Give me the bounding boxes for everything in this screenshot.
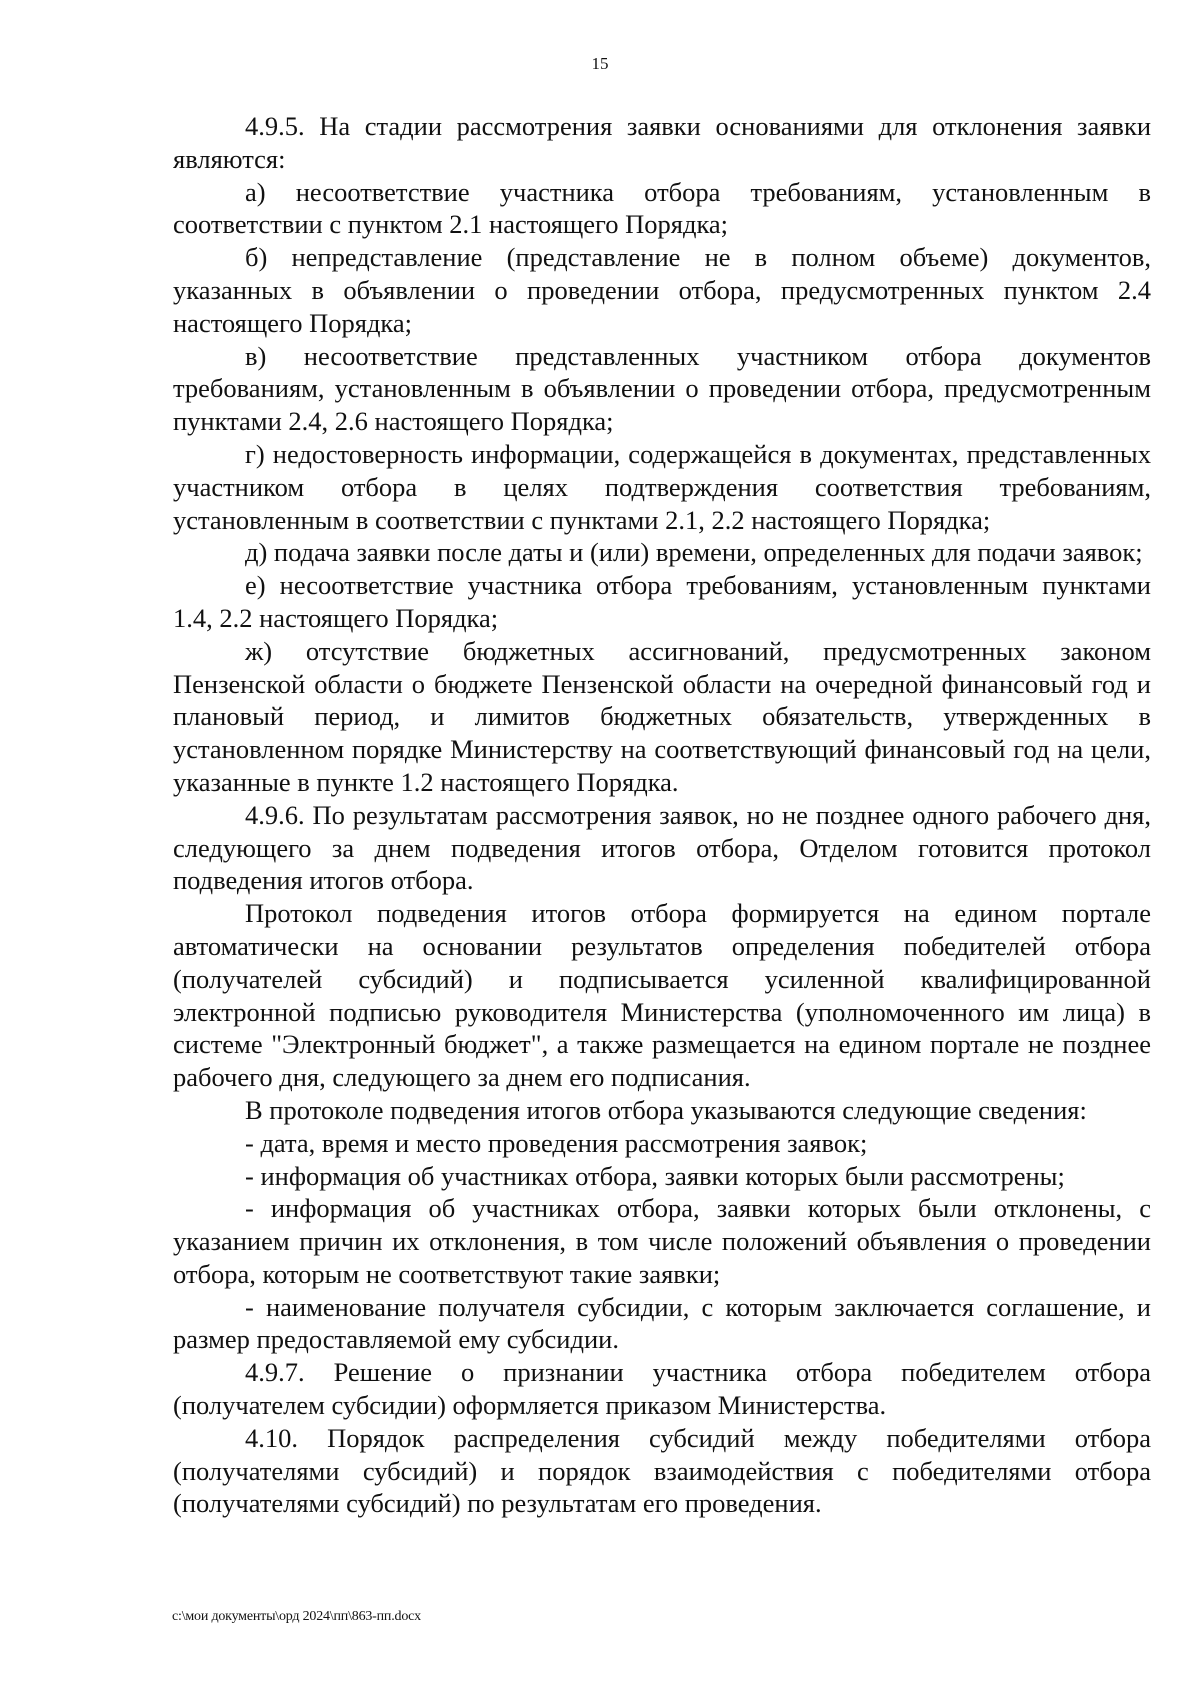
footer-file-path: c:\мои документы\орд 2024\пп\863-пп.docx: [172, 1609, 421, 1624]
bullet-item-rejected: - информация об участниках отбора, заявки которых были отклонены, с указанием причин их отклонения, в том числе положений объявления о проведении отбора, которым не соответствуют такие заявки;: [173, 1193, 1151, 1289]
paragraph-protocol: Протокол подведения итогов отбора формируется на едином портале автоматически на основании результатов определения победителей отбора (получателей субсидий) и подписывается усиленной квалифицированной электронной подписью руководителя Министерства (уполномоченного им лица) в системе "Электронный бюджет", а также размещается на едином портале не позднее рабочего дня, следующего за днем его подписания.: [173, 898, 1151, 1093]
list-item-d: д) подача заявки после даты и (или) времени, определенных для подачи заявок;: [245, 537, 1143, 568]
document-body: [173, 110, 1151, 1520]
bullet-item-date: - дата, время и место проведения рассмотрения заявок;: [245, 1127, 868, 1158]
page-number: 15: [591, 54, 609, 73]
list-item-a: а) несоответствие участника отбора требованиям, установленным в соответствии с пунктом 2.1 настоящего Порядка;: [173, 176, 1151, 240]
paragraph-protocol-contents: В протоколе подведения итогов отбора указываются следующие сведения:: [245, 1094, 1087, 1125]
list-item-b: б) непредставление (представление не в полном объеме) документов, указанных в объявлении о проведении отбора, предусмотренных пунктом 2.4 настоящего Порядка;: [173, 242, 1151, 338]
bullet-item-reviewed: - информация об участниках отбора, заявки которых были рассмотрены;: [245, 1160, 1065, 1191]
paragraph-4-9-6: 4.9.6. По результатам рассмотрения заявок, но не позднее одного рабочего дня, следующего за днем подведения итогов отбора, Отделом готовится протокол подведения итогов отбора.: [173, 799, 1151, 896]
list-item-zh: ж) отсутствие бюджетных ассигнований, предусмотренных законом Пензенской области о бюджете Пензенской области на очередной финансовый год и плановый период, и лимитов бюджетных обязательств, утвержденных в установленном порядке Министерству на соответствующий финансовый год на цели, указанные в пункте 1.2 настоящего Порядка.: [173, 635, 1151, 797]
list-item-v: в) несоответствие представленных участником отбора документов требованиям, установленным в объявлении о проведении отбора, предусмотренным пунктами 2.4, 2.6 настоящего Порядка;: [173, 340, 1151, 437]
paragraph-4-9-5: 4.9.5. На стадии рассмотрения заявки основаниями для отклонения заявки являются:: [173, 111, 1151, 174]
paragraph-4-10: 4.10. Порядок распределения субсидий между победителями отбора (получателями субсидий) и порядок взаимодействия с победителями отбора (получателями субсидий) по результатам его проведения.: [173, 1422, 1151, 1519]
list-item-g: г) недостоверность информации, содержащейся в документах, представленных участником отбора в целях подтверждения соответствия требованиям, установленным в соответствии с пунктами 2.1, 2.2 настоящего Порядка;: [173, 438, 1151, 535]
list-item-e: е) несоответствие участника отбора требованиям, установленным пунктами 1.4, 2.2 настоящего Порядка;: [173, 570, 1151, 633]
bullet-item-recipient: - наименование получателя субсидии, с которым заключается соглашение, и размер предоставляемой ему субсидии.: [173, 1291, 1151, 1355]
paragraph-4-9-7: 4.9.7. Решение о признании участника отбора победителем отбора (получателем субсидии) оформляется приказом Министерства.: [173, 1357, 1151, 1421]
